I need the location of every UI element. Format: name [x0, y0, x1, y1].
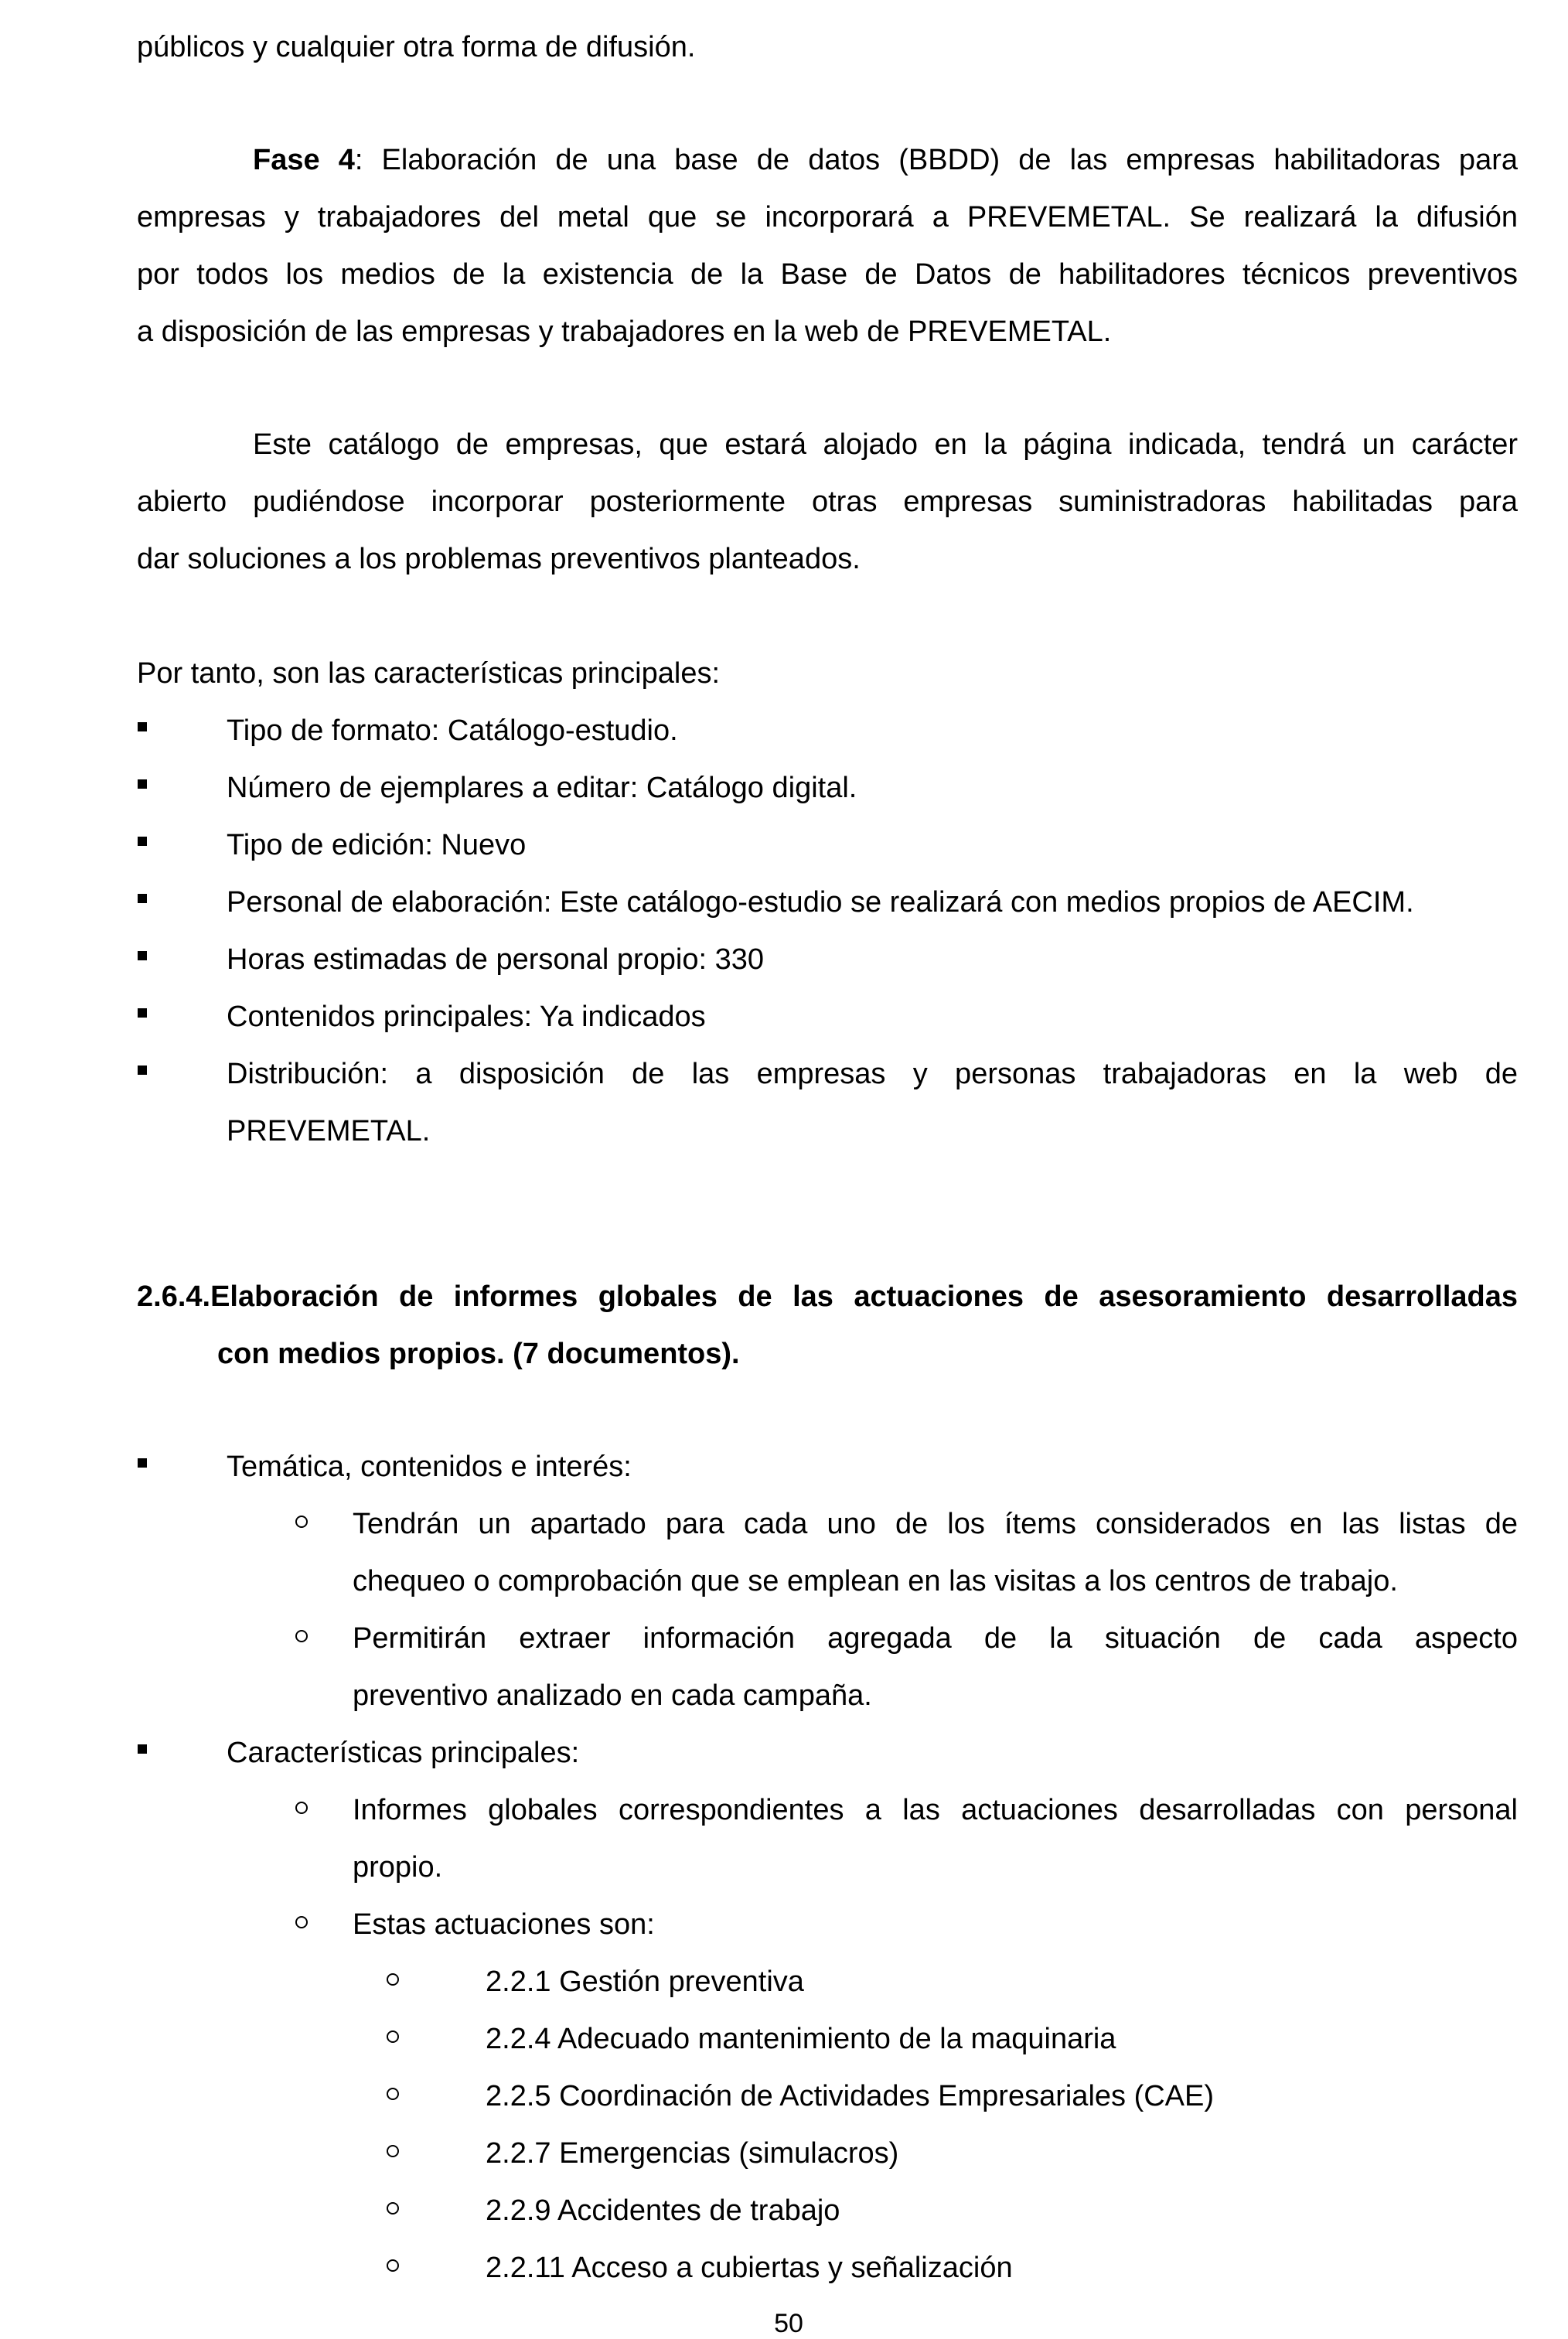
list-item: 2.2.11 Acceso a cubiertas y señalización	[486, 2252, 1013, 2284]
fase4-line-4: a disposición de las empresas y trabajadores en la web de PREVEMETAL.	[137, 315, 1112, 348]
fase4-line-2: empresas y trabajadores del metal que se incorporará a PREVEMETAL. Se realizará la difusión	[137, 201, 1518, 234]
principales-item-1-line-1: Informes globales correspondientes a las actuaciones desarrolladas con personal	[353, 1794, 1518, 1826]
circle-bullet-icon	[295, 1630, 308, 1642]
catalogo-line-2: abierto pudiéndose incorporar posteriormente otras empresas suministradoras habilitadas para	[137, 486, 1518, 518]
list-item: 2.2.7 Emergencias (simulacros)	[486, 2137, 899, 2170]
circle-bullet-icon	[295, 1916, 308, 1928]
list-item: Horas estimadas de personal propio: 330	[227, 943, 764, 976]
fase4-label: Fase 4	[253, 144, 355, 176]
circle-bullet-icon	[295, 1516, 308, 1528]
list-item: 2.2.5 Coordinación de Actividades Empresariales (CAE)	[486, 2080, 1215, 2112]
list-item: Número de ejemplares a editar: Catálogo digital.	[227, 772, 857, 804]
square-bullet-icon	[138, 837, 147, 846]
fase4-line-3: por todos los medios de la existencia de la Base de Datos de habilitadores técnicos preventivos	[137, 258, 1518, 291]
catalogo-line-3: dar soluciones a los problemas preventivos planteados.	[137, 543, 861, 575]
section-heading-line-2: con medios propios. (7 documentos).	[217, 1338, 740, 1370]
list-item-distribucion-line-1: Distribución: a disposición de las empresas y personas trabajadoras en la web de	[227, 1058, 1518, 1090]
principales-label: Características principales:	[227, 1737, 580, 1769]
list-item: 2.2.4 Adecuado mantenimiento de la maquinaria	[486, 2023, 1116, 2055]
list-item: Contenidos principales: Ya indicados	[227, 1001, 706, 1033]
paragraph-intro-tail: públicos y cualquier otra forma de difusión.	[137, 31, 696, 63]
list-item-distribucion-line-2: PREVEMETAL.	[227, 1115, 431, 1147]
square-bullet-icon	[138, 1458, 147, 1468]
catalogo-line-1: Este catálogo de empresas, que estará alojado en la página indicada, tendrá un carácter	[253, 428, 1518, 461]
circle-bullet-icon	[295, 1802, 308, 1814]
square-bullet-icon	[138, 1066, 147, 1075]
circle-bullet-icon	[387, 2088, 399, 2100]
principales-item-1-line-2: propio.	[353, 1851, 443, 1884]
page-number: 50	[774, 2309, 803, 2338]
caracteristicas-intro: Por tanto, son las características principales:	[137, 657, 721, 690]
fase4-line-1	[253, 131, 1518, 189]
list-item: Personal de elaboración: Este catálogo-estudio se realizará con medios propios de AECIM.	[227, 886, 1414, 919]
list-item: Tipo de formato: Catálogo-estudio.	[227, 714, 678, 747]
circle-bullet-icon	[387, 2202, 399, 2215]
circle-bullet-icon	[387, 2030, 399, 2043]
fase4-line-1-text: : Elaboración de una base de datos (BBDD) de las empresas habilitadoras para	[354, 144, 1518, 176]
square-bullet-icon	[138, 722, 147, 731]
square-bullet-icon	[138, 951, 147, 960]
circle-bullet-icon	[387, 1973, 399, 1986]
square-bullet-icon	[138, 1008, 147, 1018]
circle-bullet-icon	[387, 2259, 399, 2272]
square-bullet-icon	[138, 1744, 147, 1754]
tematica-item-1-line-1: Tendrán un apartado para cada uno de los ítems considerados en las listas de	[353, 1508, 1518, 1540]
tematica-label: Temática, contenidos e interés:	[227, 1451, 632, 1483]
principales-item-2: Estas actuaciones son:	[353, 1908, 655, 1941]
square-bullet-icon	[138, 894, 147, 903]
list-item: 2.2.1 Gestión preventiva	[486, 1966, 804, 1998]
tematica-item-2-line-2: preventivo analizado en cada campaña.	[353, 1679, 872, 1712]
list-item: Tipo de edición: Nuevo	[227, 829, 527, 861]
square-bullet-icon	[138, 779, 147, 789]
tematica-item-2-line-1: Permitirán extraer información agregada de la situación de cada aspecto	[353, 1622, 1518, 1655]
circle-bullet-icon	[387, 2145, 399, 2157]
tematica-item-1-line-2: chequeo o comprobación que se emplean en las visitas a los centros de trabajo.	[353, 1565, 1398, 1597]
list-item: 2.2.9 Accidentes de trabajo	[486, 2194, 840, 2227]
section-heading-line-1: 2.6.4.Elaboración de informes globales de las actuaciones de asesoramiento desarrolladas	[137, 1280, 1518, 1313]
